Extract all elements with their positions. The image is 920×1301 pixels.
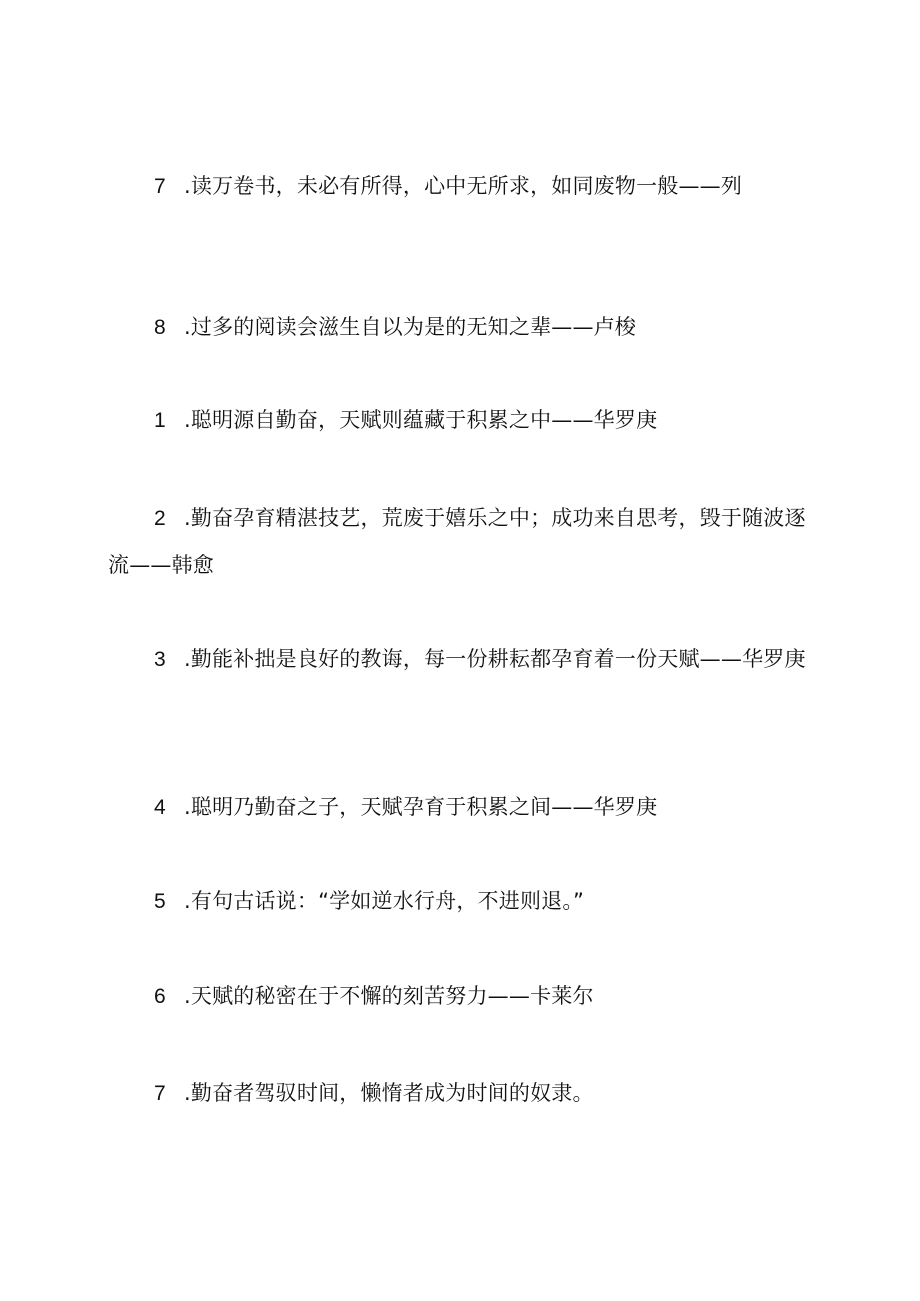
item-text: .聪明源自勤奋，天赋则蕴藏于积累之中——华罗庚: [184, 408, 658, 432]
item-number: 6: [154, 985, 166, 1008]
item-number: 5: [154, 890, 166, 913]
item-number: 7: [154, 1082, 166, 1105]
item-text: .有句古话说：“学如逆水行舟，不进则退。”: [184, 889, 585, 913]
item-text: .天赋的秘密在于不懈的刻苦努力——卡莱尔: [184, 984, 594, 1008]
item-number: 2: [154, 507, 166, 530]
item-number: 4: [154, 796, 166, 819]
item-number: 1: [154, 409, 166, 432]
item-text: .勤奋孕育精湛技艺，荒废于嬉乐之中；成功来自思考，毁于随波逐流——韩愈: [108, 506, 806, 577]
quote-item: [108, 163, 820, 210]
item-text: .读万卷书，未必有所得，心中无所求，如同废物一般——列: [184, 174, 743, 198]
item-text: .勤能补拙是良好的教诲，每一份耕耘都孕育着一份天赋——华罗庚: [184, 647, 806, 671]
quote-item: [108, 973, 820, 1020]
quote-item: [108, 878, 820, 925]
quote-item: [108, 1070, 820, 1117]
item-text: .聪明乃勤奋之子，天赋孕育于积累之间——华罗庚: [184, 795, 658, 819]
quote-item: [108, 784, 820, 831]
item-text: .勤奋者驾驭时间，懒惰者成为时间的奴隶。: [184, 1081, 594, 1105]
item-number: 8: [154, 316, 166, 339]
quote-item: [108, 304, 820, 351]
item-number: 3: [154, 648, 166, 671]
quote-item: [108, 636, 820, 683]
item-text: .过多的阅读会滋生自以为是的无知之辈——卢梭: [184, 315, 637, 339]
quote-item: [108, 495, 820, 588]
item-number: 7: [154, 175, 166, 198]
quote-item: [108, 397, 820, 444]
